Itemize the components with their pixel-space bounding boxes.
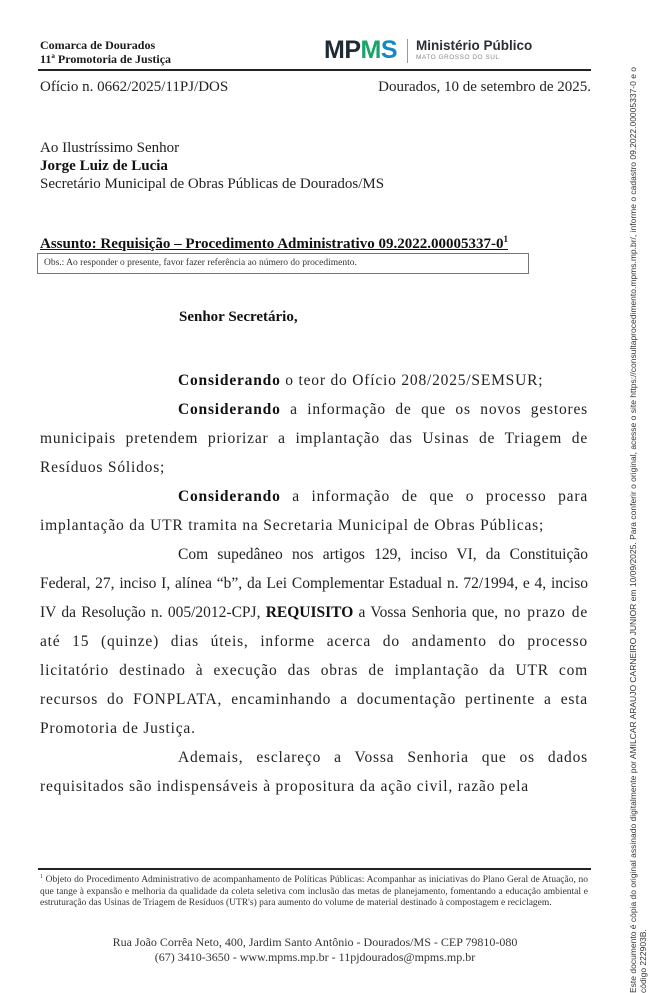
footnote-ref: 1 (503, 234, 508, 244)
paragraph: Considerando a informação de que os novos gestores municipais pretendem priorizar a implantação das Usinas de Triagem de Resíduos Sólidos; (40, 401, 588, 476)
greeting: Senhor Secretário, (179, 309, 298, 325)
header-divider (38, 69, 591, 71)
header-office (40, 38, 171, 66)
paragraph: Ademais, esclareço a Vossa Senhoria que os dados requisitados são indispensáveis à propositura da ação civil, razão pela (40, 749, 588, 795)
footer-address: Rua João Corrêa Neto, 400, Jardim Santo Antônio - Dourados/MS - CEP 79810-080 (112, 935, 518, 949)
footer-contact: (67) 3410-3650 - www.mpms.mp.br - 11pjdourados@mpms.mp.br (154, 950, 476, 964)
paragraph: Considerando o teor do Ofício 208/2025/SEMSUR; (178, 372, 544, 389)
obs-box: Obs.: Ao responder o presente, favor fazer referência ao número do procedimento. (37, 253, 529, 274)
logo-title: Ministério Público (416, 38, 533, 53)
subject-line: Assunto: Requisição – Procedimento Administrativo $09.2022.00005337-0^1$ (40, 234, 508, 252)
logo-subtitle: MATO GROSSO DO SUL (416, 54, 500, 61)
oficio-number: Ofício n. 0662/2025/11PJ/DOS (40, 79, 229, 95)
addressee-salutation: Ao Ilustríssimo Senhor (40, 140, 180, 156)
digital-signature-stamp (628, 0, 648, 993)
footnote: $^1$ Objeto do Procedimento Administrativo de acompanhamento de Políticas Públicas: Acompanhar as iniciativas do Plano Geral de Atuação, no que tange à expansão e melhoria da qualidade da coleta seletiva com inclusão das metas de planejamento, fomentando a educação ambiental e estruturação das Usinas de Triagem de Resíduos (UTR's) para aumento do volume de material destinado à compostagem e reciclagem. (40, 874, 588, 909)
document-date: Dourados, 10 de setembro de 2025. (378, 79, 591, 95)
addressee-name: Jorge Luiz de Lucia (40, 158, 168, 174)
logo-ms: MS (360, 36, 398, 64)
page-footer (0, 935, 630, 965)
district-label: Comarca de Dourados (40, 38, 156, 52)
footnote-divider (38, 868, 591, 870)
mpms-logo (324, 36, 532, 65)
office-label: 11ª Promotoria de Justiça (40, 52, 172, 66)
logo-text (416, 39, 532, 62)
logo-mp: MP (324, 36, 361, 64)
paragraph: Considerando a informação de que o processo para implantação da UTR tramita na Secretaria Municipal de Obras Públicas; (40, 488, 588, 534)
logo-separator (407, 39, 408, 63)
addressee-block (40, 139, 384, 193)
addressee-role: Secretário Municipal de Obras Públicas de Dourados/MS (40, 176, 385, 192)
stamp-line-1: Este documento é cópia do original assinado digitalmente por AMILCAR ARAUJO CARNEIRO JUNIOR em 10/09/2025. Para conferir o original, acesse o site https://consultaprocedimento.mpms.mp.br/, informe o cadastro 09.2022.00005337-0 e o (628, 66, 638, 993)
letter-body (40, 366, 588, 801)
stamp-line-2: código 222903B. (638, 929, 648, 993)
paragraph: Com supedâneo nos artigos 129, inciso VI, da Constituição Federal, 27, inciso I, alínea “b”, da Lei Complementar Estadual n. 72/1994, e 4, inciso IV da Resolução n. 005/2012-CPJ, REQUISITO a Vossa Senhoria que, no prazo de até 15 (quinze) dias úteis, informe acerca do andamento do processo licitatório destinado à execução das obras de implantação da UTR com recursos do FONPLATA, encaminhando a documentação pertinente a esta Promotoria de Justiça. (40, 546, 589, 737)
